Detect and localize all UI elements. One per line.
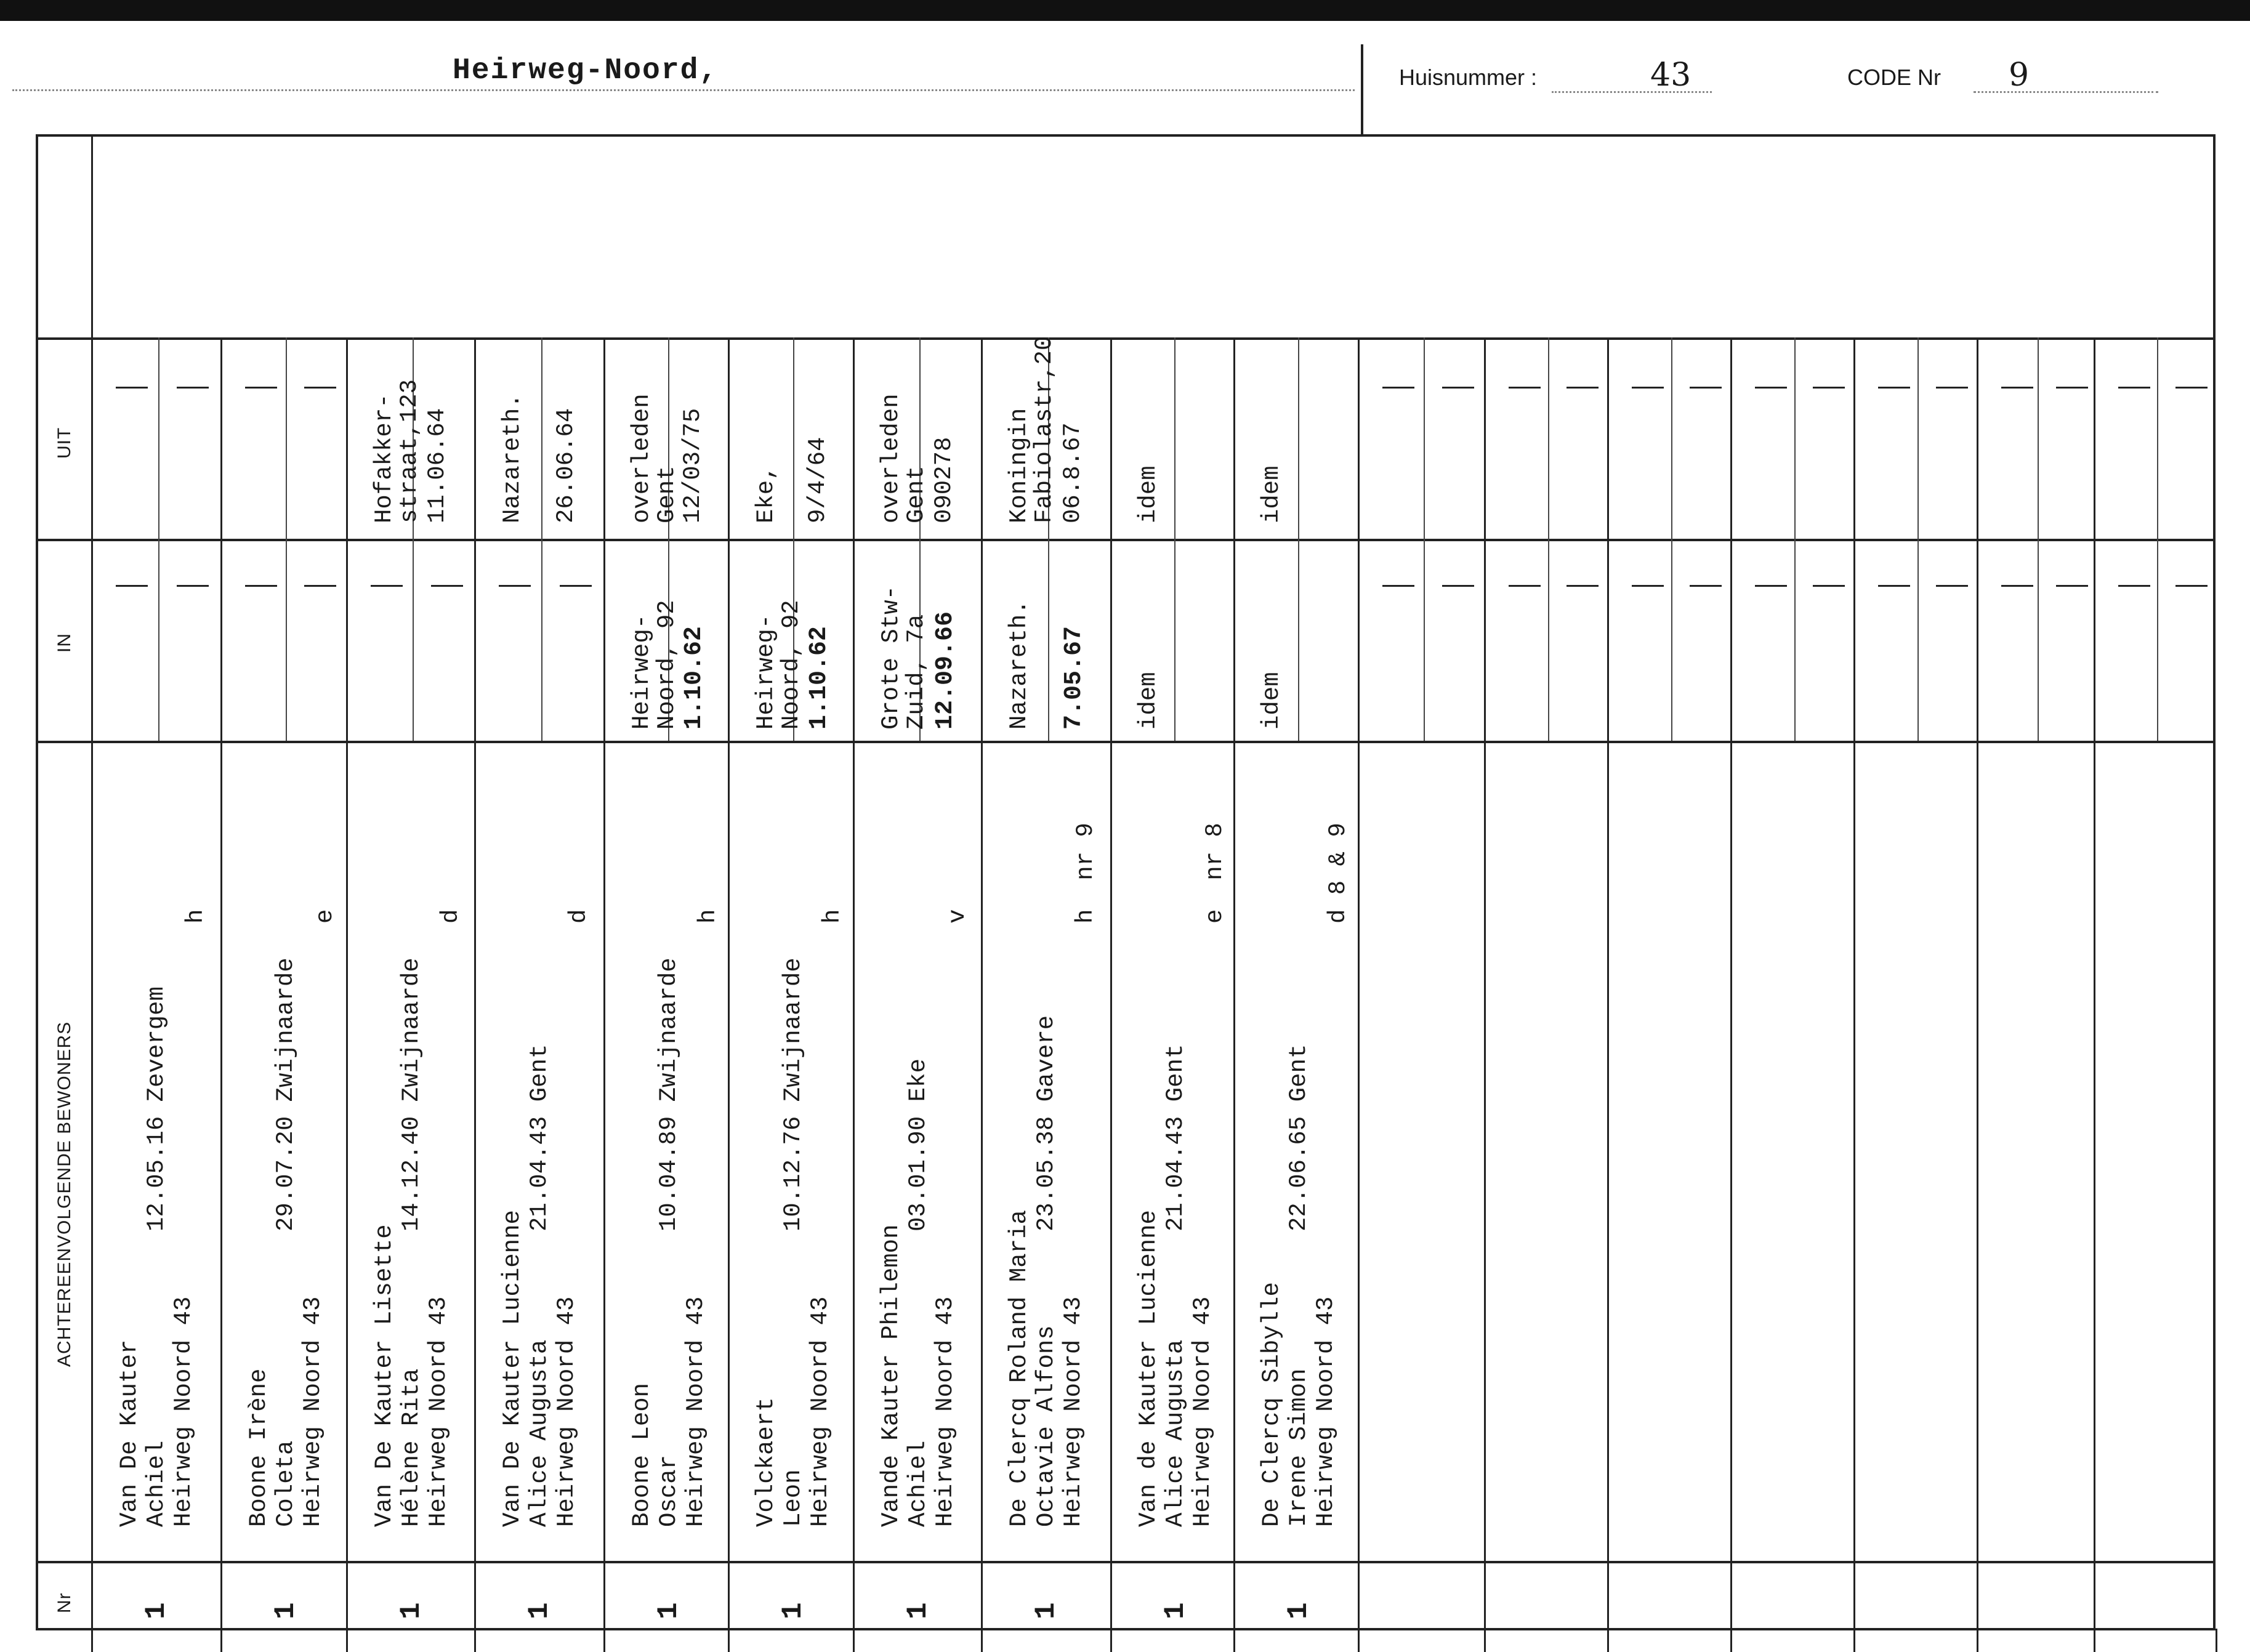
empty-field-dash	[1813, 387, 1845, 389]
resident-surname: Volckaert	[752, 1397, 780, 1527]
empty-field-dash	[245, 585, 277, 587]
resident-firstname: Achiel	[143, 1440, 170, 1527]
resident-surname: De Clercq Roland Maria	[1006, 1210, 1033, 1527]
empty-field-dash	[116, 387, 148, 389]
resident-firstname: Hélène Rita	[398, 1368, 425, 1527]
resident-address: Heirweg Noord 43	[1189, 1296, 1216, 1527]
uit-date: 9/4/64	[804, 437, 831, 523]
empty-field-dash	[2001, 387, 2033, 389]
resident-address: Heirweg Noord 43	[170, 1296, 197, 1527]
in-place: Grote Stw- Zuid, 7a	[877, 585, 930, 730]
column-line	[853, 337, 855, 1630]
column-line	[1358, 337, 1360, 1630]
resident-birth: 21.04.43 Gent	[1162, 1044, 1189, 1231]
empty-field-dash	[177, 387, 209, 389]
column-label-nr: Nr	[54, 1592, 75, 1613]
empty-field-dash	[1878, 387, 1910, 389]
sub-column-line	[286, 337, 287, 741]
empty-field-dash	[1382, 387, 1414, 389]
column-tick	[1484, 1629, 1486, 1652]
empty-field-dash	[1567, 585, 1599, 587]
empty-field-dash	[1936, 585, 1968, 587]
sub-column-line	[158, 337, 159, 741]
empty-field-dash	[371, 585, 403, 587]
huisnummer-label: Huisnummer :	[1399, 65, 1538, 90]
street-name: Heirweg-Noord,	[453, 54, 719, 87]
uit-date: 06.8.67	[1059, 422, 1086, 523]
empty-field-dash	[1442, 585, 1474, 587]
resident-birth: 22.06.65 Gent	[1285, 1044, 1312, 1231]
empty-field-dash	[1632, 585, 1664, 587]
column-line	[474, 337, 476, 1630]
in-date: 12.09.66	[932, 611, 959, 730]
in-place: Heirweg- Noord, 92	[628, 600, 680, 730]
resident-code: d	[565, 909, 592, 924]
uit-place: Koningin Fabiolastr,20	[1006, 336, 1058, 523]
empty-field-dash	[2001, 585, 2033, 587]
resident-birth: 12.05.16 Zevergem	[143, 986, 170, 1231]
empty-field-dash	[1509, 387, 1541, 389]
resident-code: h nr 9	[1072, 823, 1099, 924]
row-number: 1	[523, 1602, 555, 1619]
column-line	[2094, 337, 2095, 1630]
in-place: idem	[1258, 672, 1285, 730]
column-line	[1484, 337, 1486, 1630]
column-line	[346, 337, 348, 1630]
resident-surname: Van De Kauter	[116, 1339, 143, 1527]
resident-firstname: Oscar	[655, 1454, 682, 1527]
empty-field-dash	[177, 585, 209, 587]
resident-code: e	[312, 909, 339, 924]
uit-place: idem	[1135, 465, 1162, 523]
resident-address: Heirweg Noord 43	[553, 1296, 580, 1527]
resident-firstname: Irene Simon	[1285, 1368, 1312, 1527]
column-tick	[1607, 1629, 1609, 1652]
uit-place: overleden Gent	[877, 393, 930, 523]
row-number: 1	[140, 1602, 172, 1619]
column-line	[1977, 337, 1978, 1630]
column-tick	[346, 1629, 348, 1652]
uit-date: 12/03/75	[679, 408, 706, 523]
resident-code: v	[944, 909, 971, 924]
in-date: 1.10.62	[805, 626, 833, 730]
column-line	[1110, 337, 1112, 1630]
resident-surname: Boone Leon	[628, 1382, 655, 1527]
resident-birth: 10.12.76 Zwijnaarde	[780, 957, 807, 1231]
column-line	[603, 337, 605, 1630]
empty-field-dash	[2056, 387, 2088, 389]
resident-code: h	[695, 909, 722, 924]
empty-field-dash	[431, 585, 463, 587]
in-date: 1.10.62	[680, 626, 708, 730]
column-line	[728, 337, 730, 1630]
resident-birth: 10.04.89 Zwijnaarde	[655, 957, 682, 1231]
row-number: 1	[395, 1602, 427, 1619]
row-number: 1	[1030, 1602, 1062, 1619]
column-tick	[1233, 1629, 1235, 1652]
in-date: 7.05.67	[1060, 626, 1088, 730]
column-label-in: IN	[54, 633, 75, 653]
sub-column-line	[1548, 337, 1549, 741]
empty-field-dash	[1936, 387, 1968, 389]
uit-top-line	[36, 337, 2216, 340]
column-label-uit: UIT	[54, 427, 75, 459]
code-underline	[1974, 91, 2158, 93]
column-line	[1607, 337, 1609, 1630]
uit-date: 11.06.64	[424, 408, 451, 523]
sub-column-line	[1424, 337, 1425, 741]
resident-birth: 23.05.38 Gavere	[1033, 1015, 1060, 1231]
label-column-divider	[91, 134, 93, 1630]
resident-firstname: Alice Augusta	[1162, 1339, 1189, 1527]
resident-firstname: Coleta	[272, 1440, 299, 1527]
empty-field-dash	[1878, 585, 1910, 587]
column-line	[1233, 337, 1235, 1630]
column-tick	[728, 1629, 730, 1652]
resident-firstname: Octavie Alfons	[1033, 1325, 1060, 1527]
sub-column-line	[2038, 337, 2039, 741]
sub-column-line	[1298, 337, 1299, 741]
resident-firstname: Alice Augusta	[526, 1339, 553, 1527]
column-tick	[474, 1629, 476, 1652]
header-separator	[1361, 44, 1363, 137]
empty-field-dash	[499, 585, 531, 587]
empty-field-dash	[1690, 387, 1722, 389]
row-number: 1	[777, 1602, 809, 1619]
sub-column-line	[1794, 337, 1796, 741]
column-line	[1853, 337, 1855, 1630]
resident-code: d 8 & 9	[1325, 823, 1352, 924]
huisnummer-value: 43	[1650, 57, 1692, 94]
resident-code: h	[182, 909, 209, 924]
row-number: 1	[1159, 1602, 1192, 1619]
sub-column-line	[1174, 337, 1175, 741]
empty-field-dash	[2175, 585, 2208, 587]
register-table	[36, 134, 2216, 1630]
column-line	[220, 337, 222, 1630]
resident-address: Heirweg Noord 43	[682, 1296, 709, 1527]
column-line	[981, 337, 983, 1630]
resident-birth: 29.07.20 Zwijnaarde	[272, 957, 299, 1231]
empty-field-dash	[304, 387, 336, 389]
empty-field-dash	[1813, 585, 1845, 587]
empty-field-dash	[116, 585, 148, 587]
empty-field-dash	[1690, 585, 1722, 587]
resident-surname: Vande Kauter Philemon	[877, 1224, 905, 1527]
in-bewoners-divider	[36, 741, 2216, 743]
empty-field-dash	[245, 387, 277, 389]
column-tick	[853, 1629, 855, 1652]
column-tick	[220, 1629, 222, 1652]
row-number: 1	[653, 1602, 685, 1619]
code-label: CODE Nr	[1847, 65, 1941, 90]
uit-date: 26.06.64	[552, 408, 579, 523]
column-label-bewoners: ACHTEREENVOLGENDE BEWONERS	[54, 1021, 75, 1367]
resident-surname: Boone Irène	[245, 1368, 272, 1527]
resident-code: h	[819, 909, 846, 924]
column-tick	[2094, 1629, 2095, 1652]
empty-field-dash	[1567, 387, 1599, 389]
resident-code: e nr 8	[1201, 823, 1228, 924]
resident-address: Heirweg Noord 43	[932, 1296, 959, 1527]
empty-field-dash	[304, 585, 336, 587]
resident-birth: 21.04.43 Gent	[526, 1044, 553, 1231]
empty-field-dash	[2118, 585, 2150, 587]
sub-column-line	[1671, 337, 1672, 741]
resident-birth: 03.01.90 Eke	[905, 1058, 932, 1231]
sub-column-line	[541, 337, 542, 741]
resident-address: Heirweg Noord 43	[807, 1296, 834, 1527]
resident-address: Heirweg Noord 43	[1312, 1296, 1339, 1527]
empty-field-dash	[1382, 585, 1414, 587]
bewoners-nr-divider	[36, 1561, 2216, 1563]
column-tick	[91, 1629, 93, 1652]
resident-surname: Van De Kauter Lucienne	[499, 1210, 526, 1527]
column-tick	[1358, 1629, 1360, 1652]
column-tick	[1730, 1629, 1732, 1652]
empty-field-dash	[1442, 387, 1474, 389]
empty-field-dash	[1755, 387, 1787, 389]
uit-place: idem	[1258, 465, 1285, 523]
resident-surname: Van de Kauter Lucienne	[1135, 1210, 1162, 1527]
resident-code: d	[437, 909, 464, 924]
column-tick	[603, 1629, 605, 1652]
sub-column-line	[2157, 337, 2158, 741]
resident-surname: Van De Kauter Lisette	[371, 1224, 398, 1527]
uit-place: Eke,	[752, 465, 780, 523]
uit-in-divider	[36, 539, 2216, 541]
column-line	[1730, 337, 1732, 1630]
resident-address: Heirweg Noord 43	[425, 1296, 452, 1527]
empty-field-dash	[1509, 585, 1541, 587]
resident-birth: 14.12.40 Zwijnaarde	[398, 957, 425, 1231]
uit-place: overleden Gent	[628, 393, 680, 523]
empty-field-dash	[2175, 387, 2208, 389]
column-tick	[981, 1629, 983, 1652]
street-underline	[12, 89, 1355, 91]
column-tick	[1110, 1629, 1112, 1652]
column-tick	[2216, 1629, 2217, 1652]
resident-address: Heirweg Noord 43	[299, 1296, 326, 1527]
row-number: 1	[270, 1602, 302, 1619]
resident-firstname: Leon	[780, 1469, 807, 1527]
uit-place: Hofakker- straat,123	[371, 379, 423, 523]
uit-place: Nazareth.	[499, 393, 526, 523]
empty-field-dash	[1632, 387, 1664, 389]
scan-top-border	[0, 0, 2250, 21]
sub-column-line	[1917, 337, 1919, 741]
column-tick	[1853, 1629, 1855, 1652]
empty-field-dash	[2118, 387, 2150, 389]
in-place: idem	[1135, 672, 1162, 730]
resident-surname: De Clercq Sibylle	[1258, 1282, 1285, 1527]
row-number: 1	[1283, 1602, 1315, 1619]
resident-firstname: Achiel	[905, 1440, 932, 1527]
resident-address: Heirweg Noord 43	[1060, 1296, 1087, 1527]
column-tick	[1977, 1629, 1978, 1652]
uit-date: 090278	[930, 437, 958, 523]
empty-field-dash	[2056, 585, 2088, 587]
in-place: Heirweg- Noord, 92	[752, 600, 805, 730]
empty-field-dash	[1755, 585, 1787, 587]
empty-field-dash	[560, 585, 592, 587]
in-place: Nazareth.	[1006, 600, 1033, 730]
code-value: 9	[2009, 57, 2030, 94]
row-number: 1	[902, 1602, 934, 1619]
